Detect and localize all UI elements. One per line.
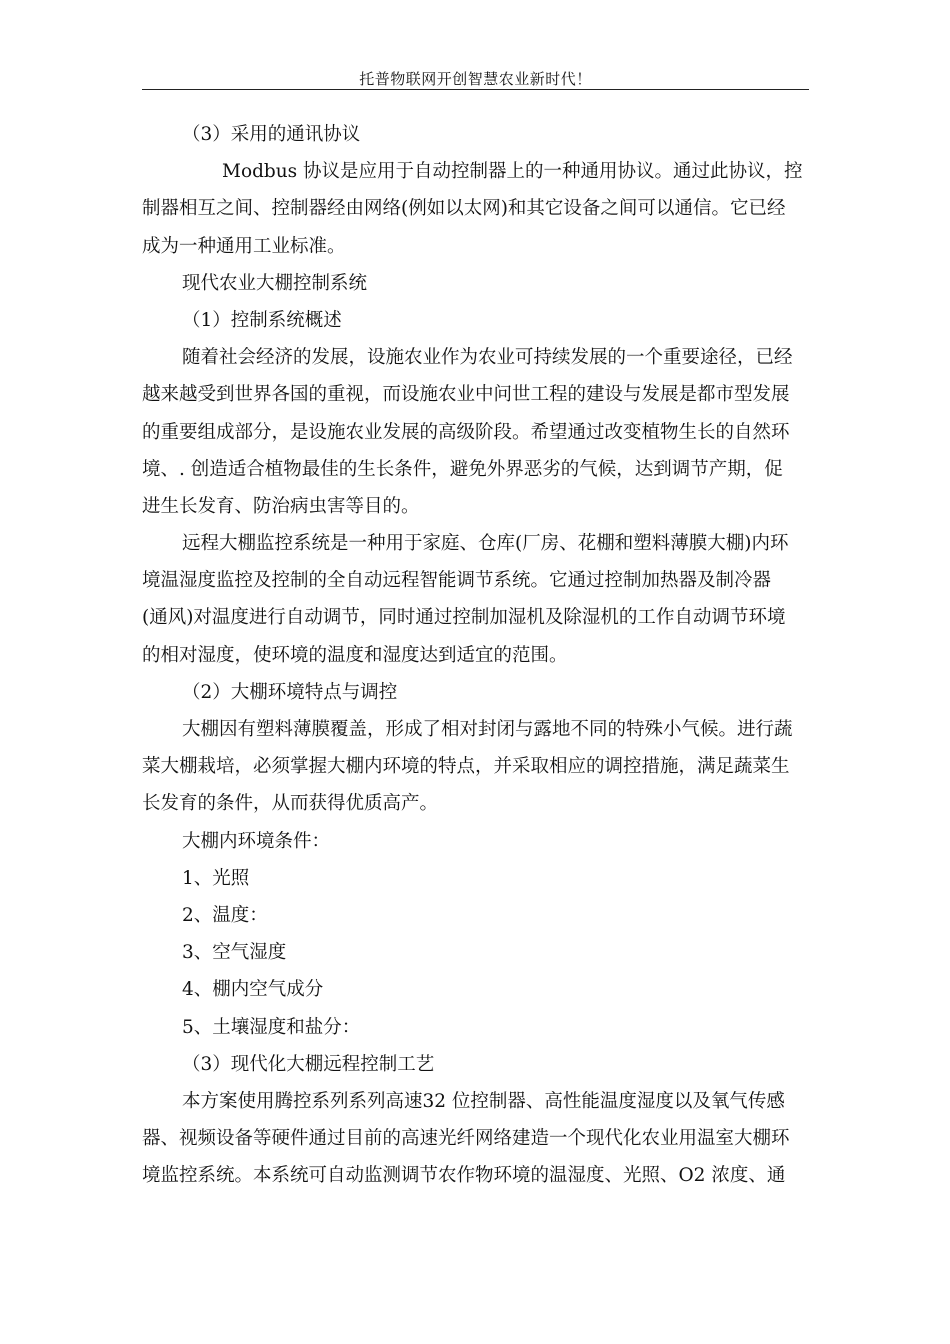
text-line: 境、. 创造适合植物最佳的生长条件，避免外界恶劣的气候，达到调节产期，促 xyxy=(142,458,783,480)
section-heading-remote-control: （3）现代化大棚远程控制工艺 xyxy=(182,1053,435,1075)
text-line: 长发育的条件，从而获得优质高产。 xyxy=(142,793,439,815)
text-line: 的相对湿度，使环境的温度和湿度达到适宜的范围。 xyxy=(142,644,568,666)
list-item: 4、棚内空气成分 xyxy=(182,979,324,1001)
text-line: 境监控系统。本系统可自动监测调节农作物环境的温湿度、光照、O2 浓度、通 xyxy=(142,1165,786,1187)
section-heading-overview: （1）控制系统概述 xyxy=(182,309,342,331)
text-line: 菜大棚栽培，必须掌握大棚内环境的特点，并采取相应的调控措施，满足蔬菜生 xyxy=(142,756,790,778)
section-heading-system: 现代农业大棚控制系统 xyxy=(182,272,368,294)
header-rule xyxy=(142,89,809,90)
text-line: 进生长发育、防治病虫害等目的。 xyxy=(142,495,420,517)
document-body xyxy=(142,116,812,1194)
text-line: 境温湿度监控及控制的全自动远程智能调节系统。它通过控制加热器及制冷器 xyxy=(142,570,772,592)
text-line: 器、视频设备等硬件通过目前的高速光纤网络建造一个现代化农业用温室大棚环 xyxy=(142,1128,790,1150)
section-heading-protocol: （3）采用的通讯协议 xyxy=(182,124,361,145)
text-line: 随着社会经济的发展，设施农业作为农业可持续发展的一个重要途径，已经 xyxy=(182,347,793,369)
section-heading-environment: （2）大棚环境特点与调控 xyxy=(182,681,398,703)
list-item: 2、温度： xyxy=(182,904,268,926)
text-line: 越来越受到世界各国的重视，而设施农业中问世工程的建设与发展是都市型发展 xyxy=(142,384,790,406)
text-line: 的重要组成部分，是设施农业发展的高级阶段。希望通过改变植物生长的自然环 xyxy=(142,421,790,443)
list-item: 1、光照 xyxy=(182,867,250,889)
text-line: (通风)对温度进行自动调节，同时通过控制加湿机及除湿机的工作自动调节环境 xyxy=(142,607,786,629)
page-header-title: 托普物联网开创智慧农业新时代！ xyxy=(359,70,592,88)
text-line: Modbus 协议是应用于自动控制器上的一种通用协议。通过此协议，控 xyxy=(222,161,803,183)
text-line: 本方案使用腾控系列系列高速32 位控制器、高性能温度湿度以及氧气传感 xyxy=(182,1090,785,1112)
text-line: 制器相互之间、控制器经由网络(例如以太网)和其它设备之间可以通信。它已经 xyxy=(142,198,786,220)
list-item: 3、空气湿度 xyxy=(182,942,287,964)
list-item: 5、土壤湿度和盐分： xyxy=(182,1016,361,1038)
list-heading: 大棚内环境条件： xyxy=(182,830,331,852)
text-line: 成为一种通用工业标准。 xyxy=(142,235,346,257)
text-line: 远程大棚监控系统是一种用于家庭、仓库(厂房、花棚和塑料薄膜大棚)内环 xyxy=(182,533,789,555)
text-line: 大棚因有塑料薄膜覆盖，形成了相对封闭与露地不同的特殊小气候。进行蔬 xyxy=(182,719,793,740)
